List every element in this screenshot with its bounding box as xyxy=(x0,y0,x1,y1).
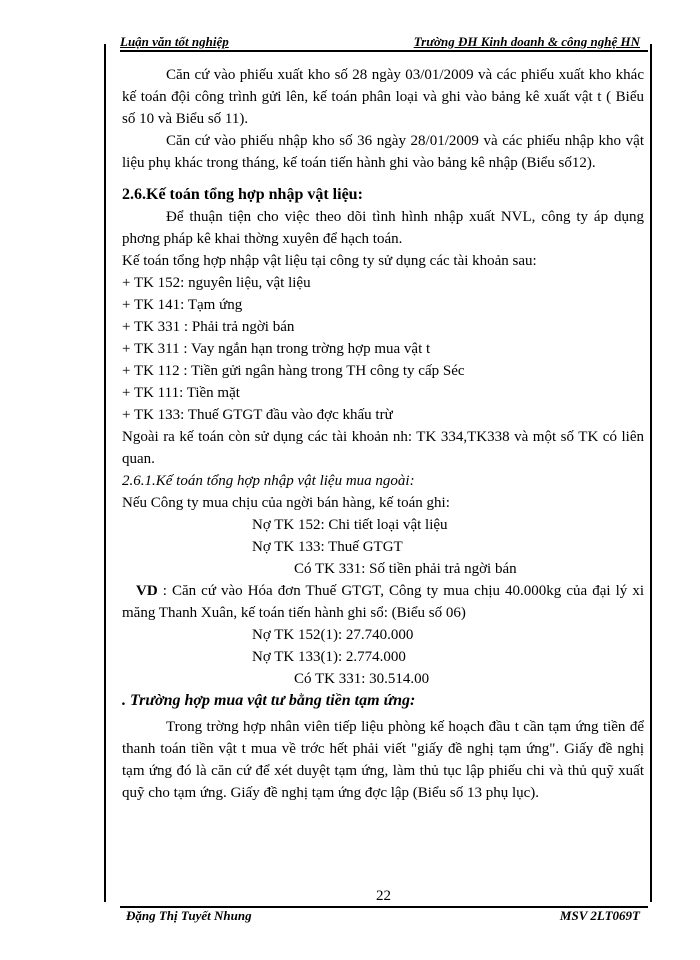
account-item: + TK 331 : Phải trả ngời bán xyxy=(122,319,295,335)
journal-entry-debit-152: Nợ TK 152: Chi tiết loại vật liệu xyxy=(252,517,448,533)
example-entry-debit-152: Nợ TK 152(1): 27.740.000 xyxy=(252,627,414,643)
footer-student-id: MSV 2LT069T xyxy=(559,908,640,923)
section-heading-advance: . Trường hợp mua vật tư bằng tiền tạm ứng: xyxy=(122,692,416,709)
page-number: 22 xyxy=(376,888,391,904)
example-entry-debit-133: Nợ TK 133(1): 2.774.000 xyxy=(252,649,406,665)
account-item: + TK 112 : Tiền gửi ngân hàng trong TH công ty cấp Séc xyxy=(122,363,465,379)
section-heading-2-6-1: 2.6.1.Kế toán tổng hợp nhập vật liệu mua ngoài: xyxy=(122,473,415,489)
paragraph-import-voucher: Căn cứ vào phiếu nhập kho số 36 ngày 28/01/2009 và các phiếu nhập kho vật liệu phụ khác trong tháng, kế toán tiến hành ghi vào bảng kê nhập (Biểu số12). xyxy=(122,133,644,171)
footer-author: Đặng Thị Tuyết Nhung xyxy=(126,908,252,923)
example-text: : Căn cứ vào Hóa đơn Thuế GTGT, Công ty mua chịu 40.000kg của đại lý xi măng Thanh Xuân, kế toán tiến hành ghi sổ: (Biểu số 06) xyxy=(122,583,644,621)
example-label: VD xyxy=(136,583,158,599)
account-item: + TK 311 : Vay ngắn hạn trong trờng hợp mua vật t xyxy=(122,341,431,357)
paragraph-advance-payment: Trong trờng hợp nhân viên tiếp liệu phòng kế hoạch đầu t cần tạm ứng tiền để thanh toán tiền vật t mua về trớc hết phải viết "giấy đề nghị tạm ứng". Giấy đề nghị tạm ứng đó là căn cứ để xét duyệt tạm ứng, làm thủ tục lập phiếu chi và thủ quỹ xuất quỹ cho tạm ứng. Giấy đề nghị tạm ứng đợc lập (Biểu số 13 phụ lục). xyxy=(122,719,644,801)
document-body xyxy=(122,64,644,804)
header-right: Trường ĐH Kinh doanh & công nghệ HN xyxy=(413,34,640,49)
account-item: + TK 152: nguyên liệu, vật liệu xyxy=(122,275,311,291)
account-item: + TK 111: Tiền mặt xyxy=(122,385,240,401)
journal-entry-debit-133: Nợ TK 133: Thuế GTGT xyxy=(252,539,403,555)
account-item: + TK 133: Thuế GTGT đầu vào đợc khấu trừ xyxy=(122,407,393,423)
paragraph-accounts-intro: Kế toán tổng hợp nhập vật liệu tại công ty sử dụng các tài khoản sau: xyxy=(122,253,537,269)
paragraph-credit-purchase: Nếu Công ty mua chịu của ngời bán hàng, kế toán ghi: xyxy=(122,495,450,511)
paragraph-export-voucher: Căn cứ vào phiếu xuất kho số 28 ngày 03/01/2009 và các phiếu xuất kho khác kế toán đội công trình gửi lên, kế toán phân loại và ghi vào bảng kê xuất vật t ( Biểu số 10 và Biểu số 11). xyxy=(122,67,644,127)
header-left: Luận văn tốt nghiệp xyxy=(120,34,229,49)
journal-entry-credit-331: Có TK 331: Số tiền phải trả ngời bán xyxy=(294,561,517,577)
section-heading-2-6: 2.6.Kế toán tổng hợp nhập vật liệu: xyxy=(122,186,363,203)
example-paragraph xyxy=(122,580,644,624)
paragraph-other-accounts: Ngoài ra kế toán còn sử dụng các tài khoản nh: TK 334,TK338 và một số TK có liên quan. xyxy=(122,429,644,467)
page-header xyxy=(120,34,648,52)
example-entry-credit-331: Có TK 331: 30.514.00 xyxy=(294,671,430,687)
account-item: + TK 141: Tạm ứng xyxy=(122,297,243,313)
paragraph-method: Để thuận tiện cho việc theo dõi tình hình nhập xuất NVL, công ty áp dụng phơng pháp kê khai thờng xuyên để hạch toán. xyxy=(122,209,644,247)
